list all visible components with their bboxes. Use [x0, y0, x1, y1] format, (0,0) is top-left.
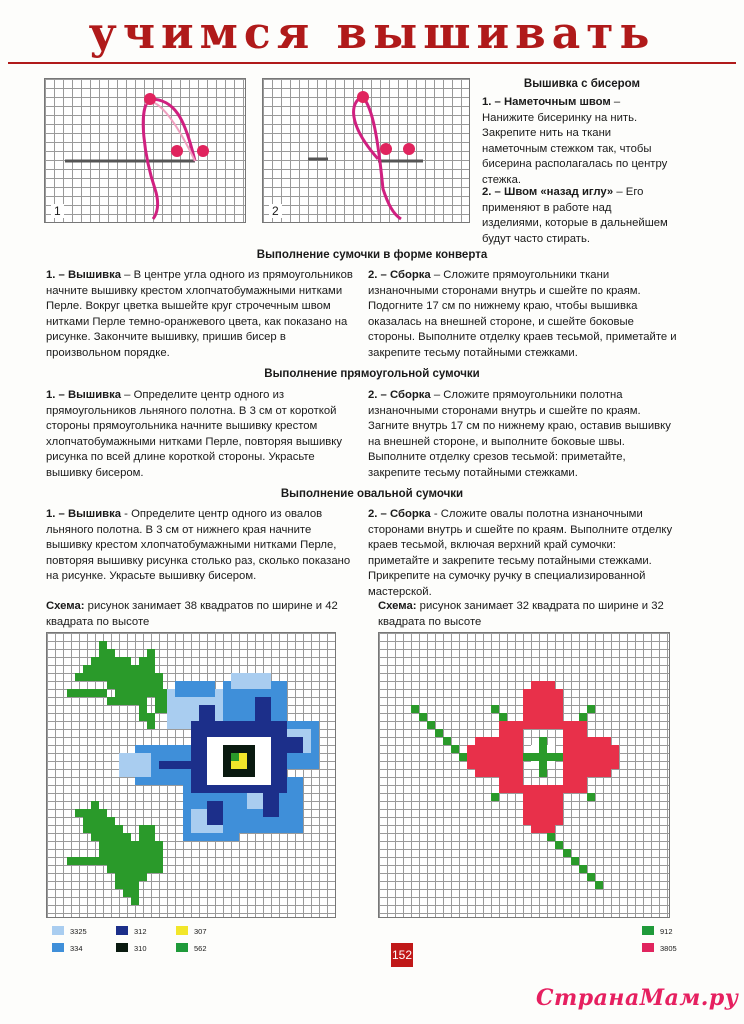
figure-2-label: 2 [269, 204, 282, 218]
legend-swatch-3805 [642, 943, 654, 952]
scheme-right-caption [378, 599, 678, 630]
scheme-left-text: рисунок занимает 38 квадратов по ширине и 42 квадрата по высоте [46, 600, 338, 628]
legend-swatch-307 [176, 926, 188, 935]
figure-1-label: 1 [51, 204, 64, 218]
scheme-right-text: рисунок занимает 32 квадрата по ширине и 32 квадрата по высоте [378, 600, 664, 628]
rect-assembly [368, 388, 678, 481]
legend-swatch-912 [642, 926, 654, 935]
rect-heading: Выполнение прямоугольной сумочки [264, 368, 480, 380]
oval-assembly-text: - Сложите овалы полотна изнаночными сторонами внутрь и сшейте по краям. Выполните отделку краев тесьмой, включая верхний край сумочки: приметайте и закрепите тесьму потайными стежками. Прикрепите на сумочку ручку в специализированной мастерской. [368, 508, 673, 598]
rect-assembly-text: – Сложите прямоугольники полотна изнаночными сторонами внутрь и сшейте по краям. Загните внутрь 17 см по нижнему краю, оставив вышивку на внешней стороне, и выполните боковые швы. Выполните отделку срезов тесьмой: приметайте, закрепите тесьму потайными стежками. [368, 389, 671, 479]
legend-code-562: 562 [194, 944, 207, 953]
rect-assembly-lead: 2. – Сборка [368, 389, 431, 401]
scheme-left-caption [46, 599, 346, 630]
legend-code-312: 312 [134, 927, 147, 936]
site-watermark: СтранаМам.ру [536, 985, 739, 1011]
envelope-embroidery-lead: 1. – Вышивка [46, 269, 122, 281]
scheme-left-pattern [46, 632, 336, 918]
page-title: учимся вышивать [88, 8, 656, 59]
scheme-left-lead: Схема: [46, 600, 85, 612]
legend-code-307: 307 [194, 927, 207, 936]
legend-code-3805: 3805 [660, 944, 677, 953]
oval-assembly [368, 507, 678, 600]
beads-step-1 [482, 95, 674, 188]
beads-heading: Вышивка с бисером [523, 78, 641, 90]
page-number: 152 [391, 943, 413, 967]
legend-code-334: 334 [70, 944, 83, 953]
legend-swatch-312 [116, 926, 128, 935]
beads-step-1-text: – Нанижите бисеринку на нить. Закрепите нить на ткани наметочным стежком так, чтобы бисерина располагалась по центру стежка. [482, 96, 668, 186]
legend-swatch-310 [116, 943, 128, 952]
oval-embroidery-lead: 1. – Вышивка [46, 508, 122, 520]
legend-swatch-562 [176, 943, 188, 952]
legend-code-3325: 3325 [70, 927, 87, 936]
figure-1 [44, 78, 246, 223]
envelope-assembly-text: – Сложите прямоугольники ткани изнаночными сторонами внутрь и сшейте по краям. Подогните 17 см по нижнему краю, чтобы вышивка оказалась на внешней стороне, и сшейте боковые стороны. Выполните отделку краев тесьмой, приметайте и закрепите тесьму потайными стежками. [368, 269, 677, 359]
needle-bead-illustration-2 [263, 79, 469, 222]
beads-step-2-lead: 2. – Швом «назад иглу» [482, 186, 614, 198]
legend-swatch-3325 [52, 926, 64, 935]
figure-2 [262, 78, 470, 223]
envelope-heading: Выполнение сумочки в форме конверта [256, 249, 488, 261]
legend-code-912: 912 [660, 927, 673, 936]
beads-step-2-text: – Его применяют в работе над изделиями, которые в дальнейшем будут часто стирать. [482, 186, 668, 245]
envelope-embroidery [46, 268, 356, 361]
rect-embroidery-lead: 1. – Вышивка [46, 389, 122, 401]
oval-assembly-lead: 2. – Сборка [368, 508, 431, 520]
red-flower-pattern-graphic [379, 633, 669, 917]
beads-step-1-lead: 1. – Наметочным швом [482, 96, 611, 108]
oval-embroidery [46, 507, 356, 585]
blue-flower-pattern-graphic [47, 633, 335, 917]
legend-code-310: 310 [134, 944, 147, 953]
needle-bead-illustration-1 [45, 79, 245, 222]
rect-embroidery [46, 388, 356, 481]
beads-step-2 [482, 185, 674, 247]
scheme-right-lead: Схема: [378, 600, 417, 612]
scheme-right-pattern [378, 632, 670, 918]
rect-embroidery-text: – Определите центр одного из прямоугольников льняного полотна. В 3 см от короткой стороны прямоугольника начните вышивку крестом хлопчатобумажными нитками Перле, повторяя вышивку рисунка по всей длине короткой стороны. Украсьте вышивку бисером. [46, 389, 343, 479]
legend-swatch-334 [52, 943, 64, 952]
envelope-assembly [368, 268, 678, 361]
title-divider [8, 62, 736, 64]
oval-embroidery-text: - Определите центр одного из овалов льняного полотна. В 3 см от нижнего края начните вышивку крестом хлопчатобумажными нитками Перле, повторяя вышивку рисунка столько раз, сколько показано на рисунке. Украсьте вышивку бисером. [46, 508, 351, 582]
envelope-embroidery-text: – В центре угла одного из прямоугольников начните вышивку крестом хлопчатобумажными нитками Перле. Вокруг цветка вышейте круг строчечным швом нитками Перле темно-оранжевого цвета, как показано на рисунке. Закончите вышивку, пришив бисер в произвольном порядке. [46, 269, 353, 359]
envelope-assembly-lead: 2. – Сборка [368, 269, 431, 281]
oval-heading: Выполнение овальной сумочки [280, 488, 464, 500]
